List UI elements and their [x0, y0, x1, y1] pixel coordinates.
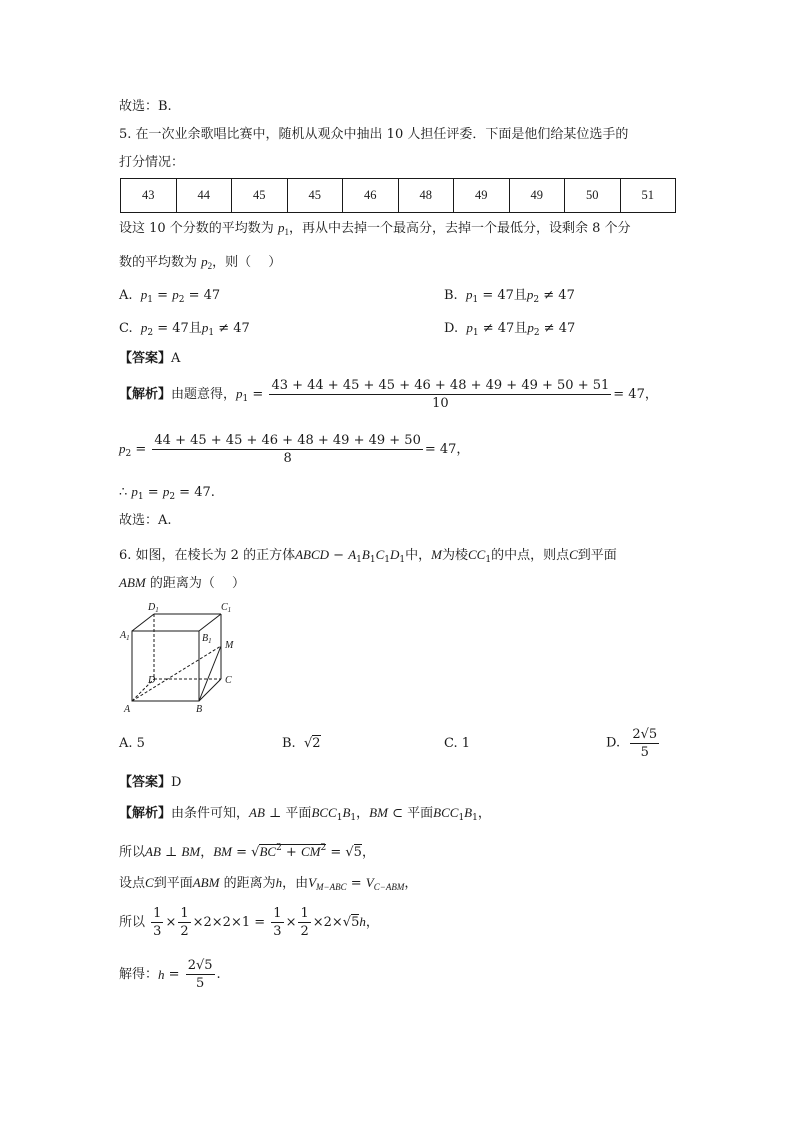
- q5-option-c: C. $p_2 = 47$且$p_1 \ne 47$: [119, 320, 250, 338]
- p1-fraction: $\frac{43 + 44 + 45 + 45 + 46 + 48 + 49 + 49 + 50 + 51}{10}$: [271, 378, 610, 411]
- score-cell: 45: [232, 179, 288, 213]
- score-cell: 50: [565, 179, 621, 213]
- q5-analysis-p2: $p_2$ = $\frac{44 + 45 + 45 + 46 + 48 + 49 + 49 + 50}{8}$ = 47，: [119, 433, 470, 466]
- p2-fraction: $\frac{44 + 45 + 45 + 46 + 48 + 49 + 49 + 50}{8}$: [154, 433, 421, 466]
- q5-stem-line4: 数的平均数为 $p_2$，则（ ）: [119, 254, 282, 271]
- label-D: D: [148, 675, 156, 686]
- table-row: [121, 179, 676, 213]
- q5-stem-line1: 5. 在一次业余歌唱比赛中，随机从观众中抽出 10 人担任评委．下面是他们给某位选手的: [119, 127, 629, 142]
- score-cell: 51: [620, 179, 676, 213]
- q5-therefore: ∴ $p_1 = p_2 = 47$.: [119, 484, 215, 502]
- label-M: M: [225, 640, 234, 651]
- label-D1: $D_1$: [148, 602, 159, 614]
- label-C: C: [225, 675, 232, 686]
- q6-analysis-line5: 解得：h = $\frac{2√5}{5}$ .: [119, 958, 221, 991]
- q6-analysis-line4: 所以 $\frac{1}{3}$ × $\frac{1}{2}$ ×2×2×1 = $\frac{1}{3}$ × $\frac{1}{2}$ ×2×√5h，: [119, 906, 379, 939]
- label-B1: $B_1$: [202, 633, 212, 645]
- q6-analysis-line2: 所以AB ⊥ BM，BM = $√BC^2 + CM^2 = √5$，: [119, 843, 375, 860]
- q6-analysis-line3: 设点C到平面ABM 的距离为h，由$V_{M-ABC} = V_{C-ABM}$，: [119, 875, 418, 892]
- q5-conclusion: 故选：A.: [119, 513, 172, 528]
- q5-stem-line2: 打分情况：: [119, 155, 185, 170]
- label-A1: $A_1$: [120, 630, 130, 642]
- q6-option-d: D. $\frac{2√5}{5}$: [606, 727, 658, 760]
- q6-option-c: C. 1: [444, 736, 471, 751]
- q5-analysis-p1: 【解析】由题意得，$p_1$ = $\frac{43 + 44 + 45 + 45 + 46 + 48 + 49 + 49 + 50 + 51}{10}$ = 47，: [119, 378, 658, 411]
- label-C1: $C_1$: [221, 602, 232, 614]
- q5-option-b: B. $p_1 = 47$且$p_2 \ne 47$: [444, 287, 575, 305]
- q5-answer: 【答案】A: [119, 351, 181, 366]
- q5-stem-line3: 设这 10 个分数的平均数为 $p_1$，再从中去掉一个最高分，去掉一个最低分，设剩余 8 个分: [119, 220, 631, 237]
- score-cell: 43: [121, 179, 177, 213]
- label-A: A: [124, 704, 131, 715]
- cube-figure: [118, 596, 248, 718]
- scores-table: [120, 178, 676, 213]
- score-cell: 45: [287, 179, 343, 213]
- q6-analysis-line1: 【解析】由条件可知，AB ⊥ 平面$BCC_1B_1$，BM ⊂ 平面$BCC_1B_1$，: [119, 805, 491, 823]
- q6-option-a: A. 5: [119, 736, 145, 751]
- score-cell: 44: [176, 179, 232, 213]
- q5-option-a: A. $p_1 = p_2 = 47$: [119, 287, 221, 305]
- score-cell: 49: [509, 179, 565, 213]
- prev-conclusion: 故选：B.: [119, 99, 172, 114]
- score-cell: 46: [343, 179, 399, 213]
- score-cell: 49: [454, 179, 510, 213]
- q6-answer: 【答案】D: [119, 775, 182, 790]
- q5-option-d: D. $p_1 \ne 47$且$p_2 \ne 47$: [444, 320, 576, 338]
- q6-option-b: B. √2: [282, 736, 321, 751]
- q6-stem-line2: ABM 的距离为（ ）: [119, 575, 245, 591]
- label-B: B: [196, 704, 203, 715]
- q6-stem-line1: 6. 如图，在棱长为 2 的正方体ABCD − $A_1B_1C_1D_1$中，M为棱$CC_1$的中点，则点C到平面: [119, 547, 617, 565]
- score-cell: 48: [398, 179, 454, 213]
